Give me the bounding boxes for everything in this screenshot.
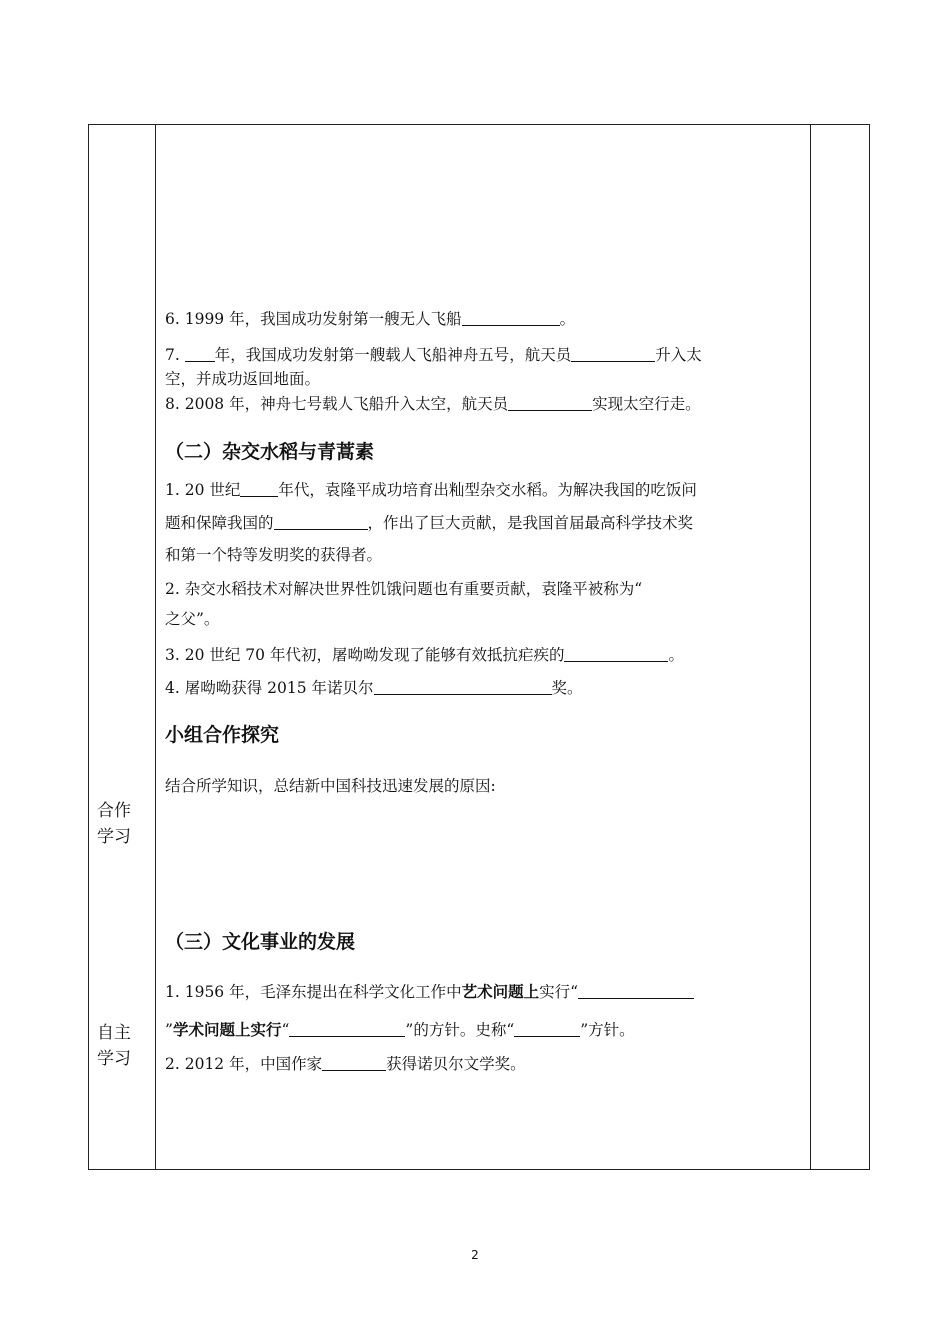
text: 实行“ — [539, 983, 579, 1001]
section-2-question-2-line-2 — [165, 604, 219, 634]
text: 6. 1999 年，我国成功发射第一艘无人飞船 — [165, 310, 462, 328]
answer-blank[interactable] — [274, 514, 368, 531]
text: 3. 20 世纪 70 年代初，屠呦呦发现了能够有效抵抗疟疾的 — [165, 646, 565, 664]
text: 1. 1956 年，毛泽东提出在科学文化工作中 — [165, 983, 462, 1001]
bold-text: 学术问题上实行 — [172, 1020, 282, 1039]
group-inquiry-prompt: 结合所学知识，总结新中国科技迅速发展的原因: — [165, 777, 496, 795]
section-3-title: （三）文化事业的发展 — [165, 931, 356, 953]
answer-blank[interactable] — [289, 1021, 405, 1038]
text: ”的方针。史称“ — [405, 1021, 515, 1039]
answer-blank[interactable] — [578, 983, 694, 1000]
sidebar-label-line: 合作 — [97, 801, 131, 821]
text: “ — [281, 1021, 290, 1039]
section-3-question-1-line-2 — [165, 1015, 635, 1045]
answer-blank[interactable] — [571, 346, 655, 363]
section-3-question-2 — [165, 1049, 526, 1079]
section-2-title: （二）杂交水稻与青蒿素 — [165, 441, 375, 463]
text: 空，并成功返回地面。 — [165, 370, 321, 388]
text: 。 — [559, 310, 576, 328]
sidebar-label-line: 自主 — [97, 1023, 131, 1043]
answer-blank[interactable] — [240, 481, 278, 498]
text: 年代，袁隆平成功培育出籼型杂交水稻。为解决我国的吃饭问 — [278, 481, 697, 499]
text: 和第一个特等发明奖的获得者。 — [165, 546, 383, 564]
text: 年，我国成功发射第一艘载人飞船神舟五号，航天员 — [214, 346, 572, 364]
column-divider-left — [155, 125, 156, 1169]
text: ”方针。 — [580, 1021, 635, 1039]
bold-text: 艺术问题上 — [461, 982, 540, 1001]
worksheet-table — [88, 124, 870, 1170]
text: 实现太空行走。 — [592, 395, 701, 413]
sidebar-label-line: 学习 — [97, 827, 131, 847]
text: 4. 屠呦呦获得 2015 年诺贝尔 — [165, 679, 374, 697]
text: 之父”。 — [165, 610, 220, 628]
section-2-question-1-line-2 — [165, 508, 693, 538]
text: 奖。 — [551, 679, 583, 697]
text: 题和保障我国的 — [165, 514, 274, 532]
answer-blank[interactable] — [374, 679, 552, 696]
answer-blank[interactable] — [564, 646, 668, 663]
answer-blank[interactable] — [514, 1021, 580, 1038]
text: 。 — [668, 646, 684, 664]
text: 2. 杂交水稻技术对解决世界性饥饿问题也有重要贡献，袁隆平被称为“ — [165, 580, 643, 598]
group-inquiry-title: 小组合作探究 — [165, 724, 280, 746]
answer-blank[interactable] — [185, 346, 215, 363]
answer-blank[interactable] — [508, 395, 592, 412]
section-2-question-3 — [165, 640, 684, 670]
text: ，作出了巨大贡献，是我国首届最高科学技术奖 — [367, 514, 694, 532]
page-number: 2 — [471, 1248, 479, 1262]
text: 1. 20 世纪 — [165, 481, 241, 499]
answer-blank[interactable] — [462, 310, 560, 327]
question-6 — [165, 304, 575, 334]
text: 7. — [165, 346, 185, 364]
text: ” — [165, 1021, 173, 1039]
section-2-question-1-line-3 — [165, 540, 382, 570]
text: 获得诺贝尔文学奖。 — [386, 1055, 526, 1073]
column-divider-right — [810, 125, 811, 1169]
section-2-question-1 — [165, 475, 697, 505]
section-2-question-4 — [165, 673, 583, 703]
section-2-question-2 — [165, 574, 642, 604]
text: 2. 2012 年，中国作家 — [165, 1055, 323, 1073]
sidebar-label-cooperative-learning — [97, 798, 147, 850]
answer-blank[interactable] — [322, 1055, 386, 1072]
text: 8. 2008 年，神舟七号载人飞船升入太空，航天员 — [165, 395, 509, 413]
sidebar-label-self-study — [97, 1020, 147, 1072]
text: 升入太 — [655, 346, 702, 364]
question-8 — [165, 389, 701, 419]
section-3-question-1 — [165, 977, 694, 1007]
sidebar-label-line: 学习 — [97, 1049, 131, 1069]
